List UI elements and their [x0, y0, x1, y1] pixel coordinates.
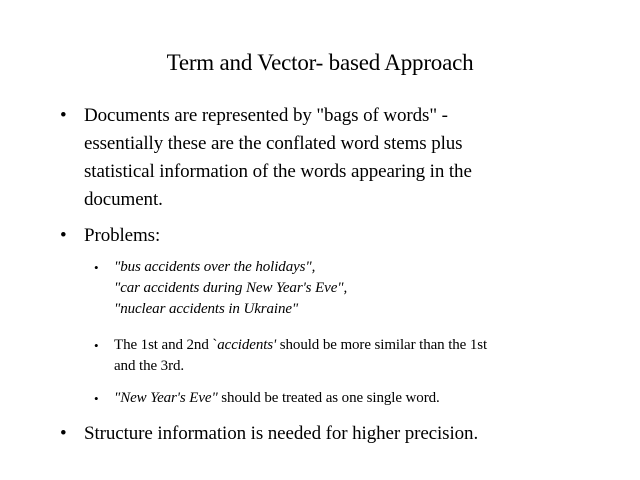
- sub-bullet-single-word: [114, 388, 584, 409]
- text-run: should be treated as one single word.: [217, 390, 440, 406]
- text-line: document.: [84, 189, 163, 210]
- text-line: and the 3rd.: [114, 358, 185, 374]
- bullet-problems: [84, 222, 534, 250]
- bullet-marker: •: [60, 105, 67, 126]
- sub-bullet-example-queries: [114, 257, 554, 320]
- text-line: [114, 388, 584, 409]
- slide-title: Term and Vector- based Approach: [166, 50, 474, 75]
- text-line: "nuclear accidents in Ukraine": [114, 301, 299, 317]
- sub-bullet-marker: •: [94, 260, 99, 275]
- text-run: should be more similar than the 1st: [276, 337, 488, 353]
- text-line: essentially these are the conflated word stems plus: [84, 133, 463, 154]
- sub-bullet-similarity: [114, 335, 584, 377]
- sub-bullet-marker: •: [94, 338, 99, 353]
- text-line: Structure information is needed for higher precision.: [84, 423, 479, 444]
- text-line: Documents are represented by "bags of words" -: [84, 105, 448, 126]
- text-line: statistical information of the words appearing in the: [84, 161, 472, 182]
- text-line: "bus accidents over the holidays",: [114, 259, 316, 275]
- bullet-bag-of-words: [84, 102, 534, 214]
- text-run: The 1st and 2nd `: [114, 337, 218, 353]
- text-line: "car accidents during New Year's Eve",: [114, 280, 348, 296]
- text-run-italic: accidents': [217, 337, 277, 353]
- sub-bullet-marker: •: [94, 391, 99, 406]
- text-run-italic: "New Year's Eve": [114, 390, 218, 406]
- text-line: [114, 335, 584, 356]
- bullet-marker: •: [60, 225, 67, 246]
- text-line: Problems:: [84, 225, 161, 246]
- bullet-marker: •: [60, 423, 67, 444]
- bullet-structure-information: [84, 420, 584, 448]
